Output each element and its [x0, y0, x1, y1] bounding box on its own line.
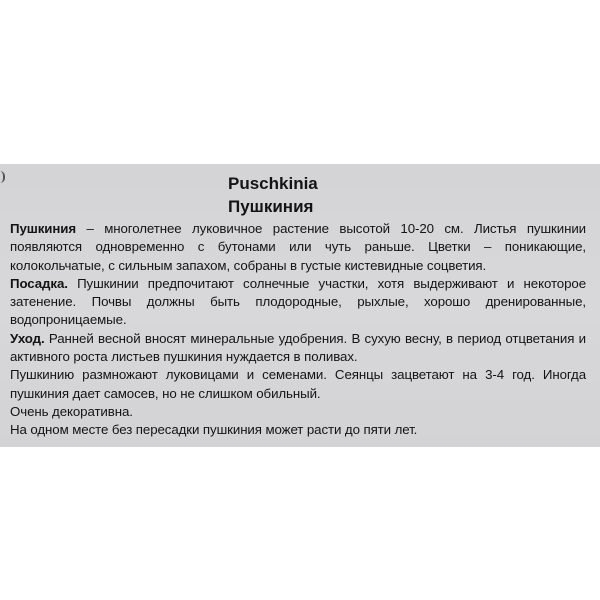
paragraph-lifespan [10, 421, 586, 439]
paragraph-description [10, 220, 586, 275]
paragraph-body: На одном месте без пересадки пушкиния может расти до пяти лет. [10, 422, 418, 438]
label-edge-mark [0, 171, 5, 183]
paragraph-body: Ранней весной вносят минеральные удобрения. В сухую весну, в период отцветания и активного роста листьев пушкиния нуждается в поливах. [10, 330, 586, 365]
title-russian: Пушкиния [228, 197, 314, 216]
paragraph-lead: Уход. [10, 330, 45, 346]
paragraph-propagation [10, 366, 586, 403]
paragraph-body: Очень декоративна. [10, 403, 133, 419]
title-block [228, 172, 318, 218]
paragraph-body: Пушкинии предпочитают солнечные участки, хотя выдерживают и некоторое затенение. Почвы должны быть плодородные, рыхлые, хорошо дренированные, водопроницаемые. [10, 275, 586, 328]
title-latin: Puschkinia [228, 174, 318, 193]
paragraph-lead: Посадка. [10, 275, 68, 291]
paragraph-body: Пушкинию размножают луковицами и семенами. Сеянцы зацветают на 3-4 год. Иногда пушкиния дает самосев, но не слишком обильный. [10, 367, 586, 401]
description-text [10, 220, 586, 440]
paragraph-body: – многолетнее луковичное растение высотой 10-20 см. Листья пушкинии появляются одновременно с бутонами или чуть раньше. Цветки – поникающие, колокольчатые, с сильным запахом, собраны в густые кистевидные соцветия. [10, 221, 586, 273]
paragraph-lead: Пушкиния [10, 221, 77, 236]
paragraph-decorative [10, 403, 586, 421]
product-label [0, 164, 600, 447]
paragraph-planting [10, 275, 586, 330]
paragraph-care [10, 330, 586, 367]
